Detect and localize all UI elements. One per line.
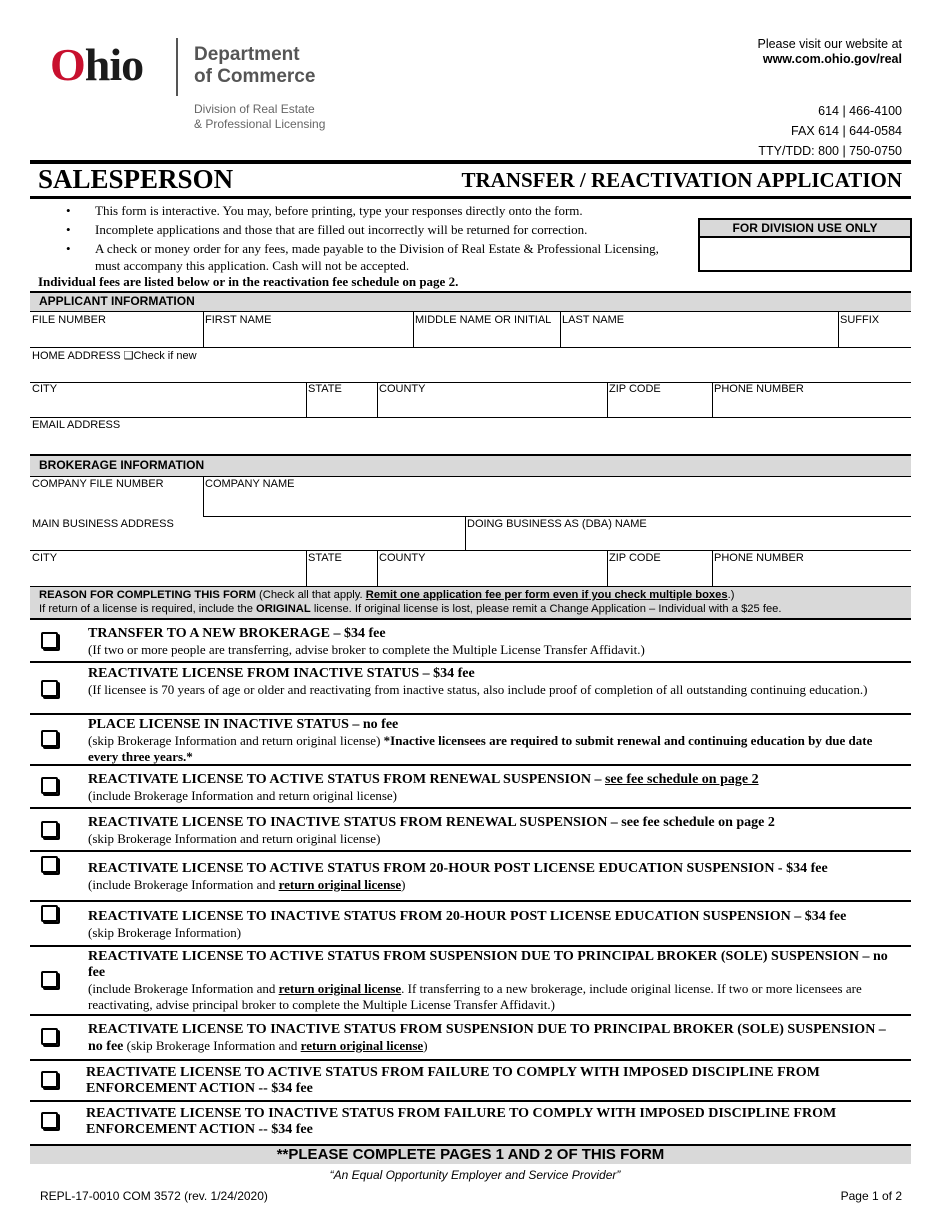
zip-label: ZIP CODE <box>609 552 661 564</box>
option-inactive-discipline <box>30 1100 911 1144</box>
option-desc-u: return original license <box>300 1038 424 1053</box>
rule <box>30 550 911 551</box>
tty-number: TTY/TDD: 800 | 750-0750 <box>758 144 902 158</box>
option-title <box>88 1021 903 1055</box>
applicant-heading: APPLICANT INFORMATION <box>30 291 911 311</box>
checkbox-active-principal[interactable] <box>41 971 58 988</box>
rule <box>413 312 414 348</box>
option-text <box>88 626 903 658</box>
reason-line2-b: license. If original license is lost, please remit a Change Application – Individual with a $25 fee. <box>310 603 782 615</box>
option-title-a: REACTIVATE LICENSE TO INACTIVE STATUS FROM SUSPENSION DUE TO PRINCIPAL BROKER (SOLE) SUSPENSION – no fee <box>88 1022 886 1054</box>
rule <box>838 312 839 348</box>
option-active-renewal <box>30 764 911 808</box>
state-label: STATE <box>308 383 342 395</box>
checkbox-transfer[interactable] <box>41 632 58 649</box>
option-text <box>88 861 903 893</box>
division-use-label: FOR DIVISION USE ONLY <box>700 220 910 238</box>
reason-remit-one: Remit one application fee per form even if you check multiple boxes <box>365 589 728 601</box>
option-title <box>88 772 903 788</box>
option-title: REACTIVATE LICENSE TO ACTIVE STATUS FROM SUSPENSION DUE TO PRINCIPAL BROKER (SOLE) SUSPENSION – no fee <box>88 949 888 980</box>
suffix-label: SUFFIX <box>840 314 880 326</box>
county-label: COUNTY <box>379 552 426 564</box>
option-text <box>88 717 903 765</box>
division-use-box <box>698 218 912 272</box>
first-name-label: FIRST NAME <box>205 314 272 326</box>
option-reactivate-inactive <box>30 661 911 714</box>
option-title: REACTIVATE LICENSE TO INACTIVE STATUS FROM RENEWAL SUSPENSION – see fee schedule on page 2 <box>88 815 775 830</box>
fees-note: Individual fees are listed below or in the reactivation fee schedule on page 2. <box>38 274 459 289</box>
main-address-label: MAIN BUSINESS ADDRESS <box>32 518 174 530</box>
option-title: TRANSFER TO A NEW BROKERAGE – $34 fee <box>88 626 386 641</box>
last-name-label: LAST NAME <box>562 314 625 326</box>
county-label: COUNTY <box>379 383 426 395</box>
instruction-item: • Incomplete applications and those that are filled out incorrectly will be returned for correction. <box>40 221 670 238</box>
form-number: REPL-17-0010 COM 3572 (rev. 1/24/2020) <box>40 1189 268 1203</box>
checkbox-reactivate-inactive[interactable] <box>41 680 58 697</box>
checkbox-active-renewal[interactable] <box>41 777 58 794</box>
option-desc-u: return original license <box>278 877 402 892</box>
rule <box>607 550 608 586</box>
instructions-list <box>40 202 670 276</box>
email-label: EMAIL ADDRESS <box>32 419 121 431</box>
option-desc-a: (skip Brokerage Information and return original license) <box>88 733 384 748</box>
option-desc: (If two or more people are transferring, advise broker to complete the Multiple License Transfer Affidavit.) <box>88 642 645 657</box>
option-active-principal <box>30 945 911 1015</box>
dept-line1: Department <box>194 44 300 65</box>
checkbox-inactive-20hour[interactable] <box>41 905 58 922</box>
rule <box>203 312 204 348</box>
rule <box>712 382 713 418</box>
rule <box>306 550 307 586</box>
option-title: REACTIVATE LICENSE TO INACTIVE STATUS FROM FAILURE TO COMPLY WITH IMPOSED DISCIPLINE FROM ENFORCEMENT ACTION -- $34 fee <box>86 1106 837 1137</box>
form-title: SALESPERSON <box>38 164 234 194</box>
option-transfer <box>30 618 911 662</box>
option-desc: (skip Brokerage Information and return original license) <box>88 831 381 846</box>
department-name <box>194 44 315 88</box>
rule <box>377 382 378 418</box>
option-title: REACTIVATE LICENSE TO INACTIVE STATUS FROM 20-HOUR POST LICENSE EDUCATION SUSPENSION – $34 fee <box>88 909 847 924</box>
checkbox-inactive-discipline[interactable] <box>41 1112 58 1129</box>
option-desc-a: (include Brokerage Information and <box>88 981 279 996</box>
option-text <box>88 909 903 941</box>
fax-number: FAX 614 | 644-0584 <box>791 124 902 138</box>
reason-line2 <box>39 602 902 616</box>
option-desc: (skip Brokerage Information) <box>88 925 242 940</box>
option-desc: (If licensee is 70 years of age or older and reactivating from inactive status, also include proof of completion of all outstanding continuing education.) <box>88 682 868 697</box>
reason-title: REASON FOR COMPLETING THIS FORM <box>39 589 256 601</box>
file-number-label: FILE NUMBER <box>32 314 106 326</box>
logo-o: O <box>50 39 85 90</box>
phone-number: 614 | 466-4100 <box>818 104 902 118</box>
rule <box>203 476 204 517</box>
reason-line2-a: If return of a license is required, include the <box>39 603 257 615</box>
complete-pages-banner: **PLEASE COMPLETE PAGES 1 AND 2 OF THIS FORM <box>30 1144 911 1164</box>
option-title: PLACE LICENSE IN INACTIVE STATUS – no fee <box>88 717 399 732</box>
option-inactive-20hour <box>30 900 911 946</box>
checkbox-inactive-principal[interactable] <box>41 1028 58 1045</box>
instruction-item: • This form is interactive. You may, before printing, type your responses directly onto the form. <box>40 202 670 219</box>
dept-line2: of Commerce <box>194 66 316 87</box>
rule <box>30 311 911 312</box>
rule <box>465 516 466 551</box>
city-label: CITY <box>32 383 58 395</box>
reason-heading <box>30 586 911 618</box>
ohio-logo <box>50 38 143 91</box>
checkbox-active-discipline[interactable] <box>41 1071 58 1088</box>
option-place-inactive <box>30 713 911 765</box>
division-line2: & Professional Licensing <box>194 117 326 131</box>
reason-original: ORIGINAL <box>256 603 311 615</box>
brokerage-heading: BROKERAGE INFORMATION <box>30 454 911 476</box>
checkbox-active-20hour[interactable] <box>41 856 58 873</box>
option-desc-b: ) <box>401 877 406 892</box>
reason-close: .) <box>727 589 735 601</box>
option-title: REACTIVATE LICENSE FROM INACTIVE STATUS – $34 fee <box>88 666 475 681</box>
dba-label: DOING BUSINESS AS (DBA) NAME <box>467 518 647 530</box>
option-text <box>88 772 903 804</box>
option-desc: (include Brokerage Information and return original license) <box>88 788 397 803</box>
logo-divider <box>176 38 178 96</box>
rule <box>30 347 911 348</box>
form-subtitle: TRANSFER / REACTIVATION APPLICATION <box>461 168 902 192</box>
equal-opportunity-text: “An Equal Opportunity Employer and Service Provider” <box>329 1168 621 1182</box>
option-text <box>86 1065 903 1097</box>
option-active-20hour <box>30 850 911 901</box>
option-active-discipline <box>30 1059 911 1101</box>
company-file-label: COMPANY FILE NUMBER <box>32 478 164 490</box>
reason-check-all: (Check all that apply. <box>255 589 366 601</box>
division-line1: Division of Real Estate <box>194 102 315 116</box>
option-desc-b: . If transferring to a new brokerage, include original license. If two or more licensees are reactivating, advise principal broker to complete the Multiple License Transfer Affidavit.) <box>88 981 862 1012</box>
checkbox-place-inactive[interactable] <box>41 730 58 747</box>
rule <box>30 417 911 418</box>
option-desc-bold: *Inactive licensees are required to submit renewal and continuing education by due date every three years.* <box>88 733 873 764</box>
option-text <box>88 666 903 698</box>
logo-hio: hio <box>84 39 144 90</box>
instruction-item: • A check or money order for any fees, made payable to the Division of Real Estate & Professional Licensing, must accompany this application. Cash will not be accepted. <box>40 240 670 274</box>
state-label: STATE <box>308 552 342 564</box>
option-desc-a: (skip Brokerage Information and <box>123 1038 301 1053</box>
reason-line1 <box>39 588 902 602</box>
division-name <box>194 102 325 132</box>
option-text <box>86 1106 903 1138</box>
zip-label: ZIP CODE <box>609 383 661 395</box>
website-link[interactable]: www.com.ohio.gov/real <box>762 52 902 66</box>
option-inactive-principal <box>30 1014 911 1060</box>
rule <box>30 476 911 477</box>
option-title: REACTIVATE LICENSE TO ACTIVE STATUS FROM 20-HOUR POST LICENSE EDUCATION SUSPENSION - $34 fee <box>88 861 828 876</box>
title-rule <box>30 196 911 199</box>
option-text <box>88 1021 903 1055</box>
rule <box>306 382 307 418</box>
rule <box>203 516 911 517</box>
company-name-label: COMPANY NAME <box>205 478 295 490</box>
option-desc <box>88 981 903 1013</box>
option-title: REACTIVATE LICENSE TO ACTIVE STATUS FROM FAILURE TO COMPLY WITH IMPOSED DISCIPLINE FROM ENFORCEMENT ACTION -- $34 fee <box>86 1065 820 1096</box>
city-label: CITY <box>32 552 58 564</box>
phone-label: PHONE NUMBER <box>714 552 804 564</box>
option-desc-u: return original license <box>278 981 402 996</box>
option-desc <box>88 877 903 893</box>
middle-name-label: MIDDLE NAME OR INITIAL <box>415 314 552 326</box>
rule <box>377 550 378 586</box>
option-title-a: REACTIVATE LICENSE TO ACTIVE STATUS FROM RENEWAL SUSPENSION – <box>88 772 605 787</box>
visit-text: Please visit our website at <box>757 37 902 51</box>
option-desc <box>88 733 903 765</box>
option-inactive-renewal <box>30 807 911 851</box>
rule <box>560 312 561 348</box>
option-desc-a: (include Brokerage Information and <box>88 877 279 892</box>
option-desc-b: ) <box>423 1038 428 1053</box>
checkbox-inactive-renewal[interactable] <box>41 821 58 838</box>
option-text <box>88 815 903 847</box>
phone-label: PHONE NUMBER <box>714 383 804 395</box>
page-number: Page 1 of 2 <box>840 1189 902 1203</box>
rule <box>607 382 608 418</box>
option-text <box>88 949 903 1013</box>
rule <box>712 550 713 586</box>
fee-schedule-link[interactable]: see fee schedule on page 2 <box>604 772 759 787</box>
home-address-label[interactable]: HOME ADDRESS ❑Check if new <box>32 350 197 362</box>
